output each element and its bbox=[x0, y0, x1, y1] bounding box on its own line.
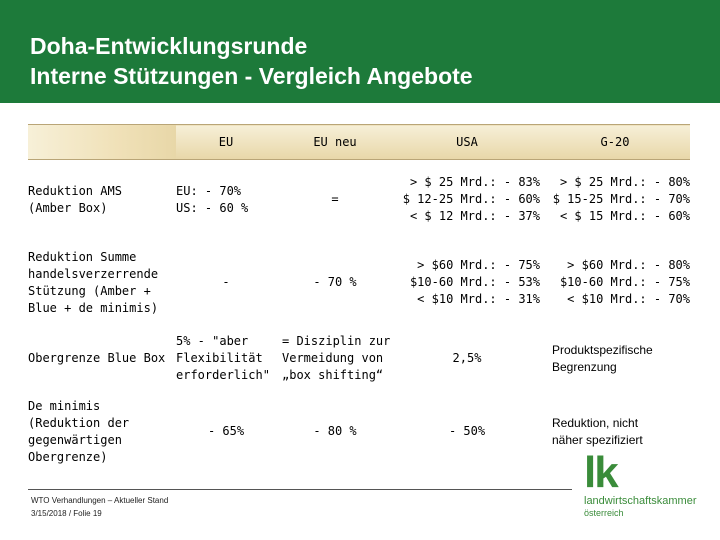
cell-eu bbox=[176, 240, 276, 326]
row-label-line: Blue + de minimis) bbox=[28, 300, 159, 315]
cell-usa bbox=[394, 160, 540, 240]
row-label bbox=[28, 392, 176, 472]
cell-line: < $ 15 Mrd.: - 60% bbox=[559, 209, 690, 224]
logo-subtitle: österreich bbox=[584, 508, 624, 518]
table-header-row bbox=[28, 125, 690, 160]
cell-g20 bbox=[540, 160, 690, 240]
slide-title-line-1: Doha-Entwicklungsrunde bbox=[30, 33, 308, 59]
title-banner bbox=[0, 0, 720, 103]
cell-line: Produktspezifische bbox=[552, 342, 653, 357]
column-header-empty bbox=[28, 125, 176, 160]
cell-line: - 70 % bbox=[313, 275, 357, 289]
logo-mark: lk bbox=[584, 448, 617, 497]
row-label-line: handelsverzerrende bbox=[28, 266, 159, 281]
cell-line: > $60 Mrd.: - 75% bbox=[417, 258, 540, 272]
column-header-g20: G-20 bbox=[540, 125, 690, 160]
cell-line: > $ 25 Mrd.: - 83% bbox=[409, 175, 540, 190]
cell-eu-neu bbox=[276, 240, 394, 326]
row-label-line: Obergrenze Blue Box bbox=[28, 351, 166, 365]
cell-line: - 65% bbox=[207, 424, 245, 438]
cell-line: „box shifting“ bbox=[282, 368, 384, 382]
cell-line: näher spezifiziert bbox=[552, 432, 643, 447]
row-label-line: Reduktion AMS bbox=[28, 183, 122, 198]
cell-line: erforderlich" bbox=[176, 368, 270, 382]
footer-line-2: 3/15/2018 / Folie 19 bbox=[31, 509, 102, 518]
cell-line: 2,5% bbox=[452, 351, 482, 365]
column-header-eu-neu: EU neu bbox=[276, 125, 394, 160]
cell-line: Flexibilität bbox=[176, 351, 263, 365]
slide-title-line-2: Interne Stützungen - Vergleich Angebote bbox=[30, 63, 473, 89]
cell-g20 bbox=[540, 240, 690, 326]
cell-eu bbox=[176, 160, 276, 240]
row-label-line: (Amber Box) bbox=[28, 200, 108, 215]
cell-line: Vermeidung von bbox=[282, 351, 384, 365]
cell-g20 bbox=[540, 326, 690, 392]
footer-divider bbox=[28, 489, 572, 490]
lk-logo bbox=[580, 448, 700, 523]
row-label-line: (Reduktion der bbox=[28, 415, 130, 430]
cell-usa bbox=[394, 240, 540, 326]
row-label-line: Reduktion Summe bbox=[28, 249, 137, 264]
comparison-table bbox=[28, 124, 690, 472]
cell-line: < $ 12 Mrd.: - 37% bbox=[409, 209, 540, 224]
cell-line: 5% - "aber bbox=[176, 334, 249, 348]
cell-line: = bbox=[331, 192, 339, 207]
table-row bbox=[28, 160, 690, 240]
logo-name: landwirtschaftskammer bbox=[584, 495, 697, 507]
row-label bbox=[28, 240, 176, 326]
cell-line: > $60 Mrd.: - 80% bbox=[567, 258, 690, 272]
row-label-line: De minimis bbox=[28, 398, 101, 413]
column-header-usa: USA bbox=[394, 125, 540, 160]
cell-line: < $10 Mrd.: - 31% bbox=[417, 292, 540, 306]
cell-eu-neu bbox=[276, 160, 394, 240]
row-label-line: gegenwärtigen bbox=[28, 432, 122, 447]
cell-eu bbox=[176, 326, 276, 392]
cell-eu-neu bbox=[276, 392, 394, 472]
footer bbox=[31, 494, 168, 520]
cell-eu bbox=[176, 392, 276, 472]
row-label-line: Stützung (Amber + bbox=[28, 283, 151, 298]
cell-line: $10-60 Mrd.: - 75% bbox=[559, 275, 690, 289]
cell-line: $ 15-25 Mrd.: - 70% bbox=[552, 192, 690, 207]
row-label bbox=[28, 326, 176, 392]
cell-line: - bbox=[222, 275, 230, 289]
column-header-eu: EU bbox=[176, 125, 276, 160]
cell-line: > $ 25 Mrd.: - 80% bbox=[559, 175, 690, 190]
table-row bbox=[28, 326, 690, 392]
cell-line: $ 12-25 Mrd.: - 60% bbox=[402, 192, 540, 207]
cell-line: $10-60 Mrd.: - 53% bbox=[409, 275, 540, 289]
cell-line: < $10 Mrd.: - 70% bbox=[567, 292, 690, 306]
row-label bbox=[28, 160, 176, 240]
cell-usa bbox=[394, 326, 540, 392]
cell-line: Reduktion, nicht bbox=[552, 415, 639, 430]
table-row bbox=[28, 240, 690, 326]
slide-title bbox=[30, 31, 473, 91]
cell-line: - 50% bbox=[448, 424, 486, 438]
cell-line: Begrenzung bbox=[552, 359, 617, 374]
cell-eu-neu bbox=[276, 326, 394, 392]
cell-line: = Disziplin zur bbox=[282, 334, 391, 348]
cell-line: US: - 60 % bbox=[176, 200, 249, 215]
footer-line-1: WTO Verhandlungen – Aktueller Stand bbox=[31, 496, 169, 505]
cell-usa bbox=[394, 392, 540, 472]
cell-line: - 80 % bbox=[313, 424, 357, 438]
row-label-line: Obergrenze) bbox=[28, 449, 108, 464]
cell-line: EU: - 70% bbox=[176, 183, 242, 198]
